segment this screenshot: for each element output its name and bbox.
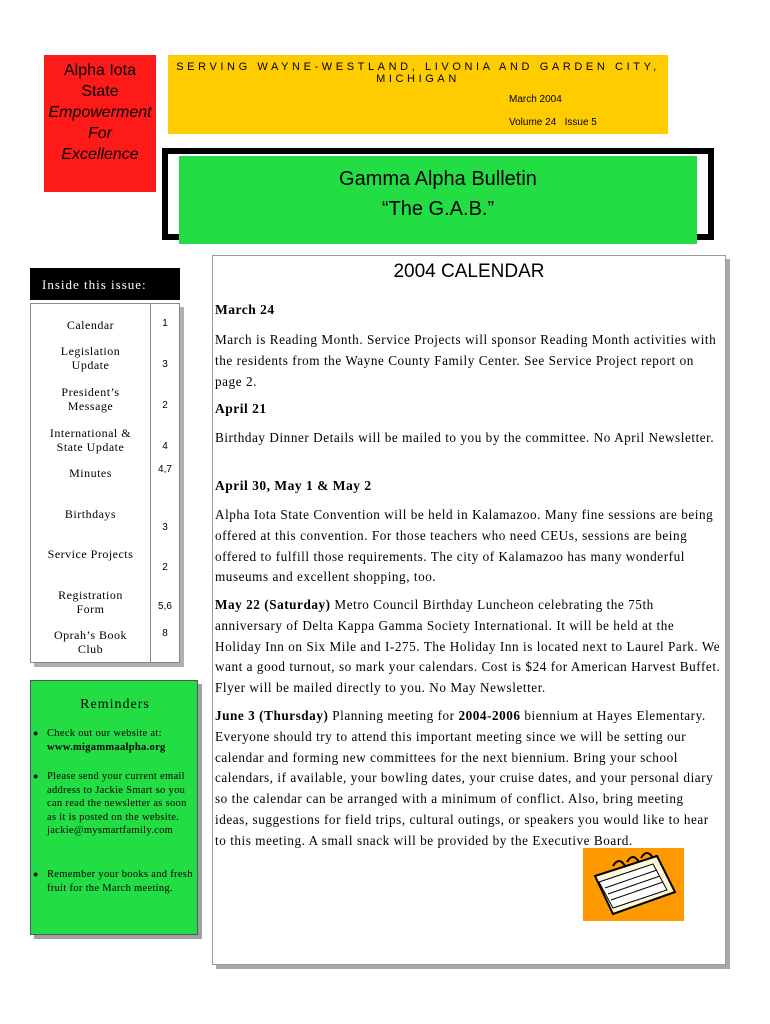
toc-label: President’s Message (61, 385, 120, 413)
volume-number: Volume 24 (509, 117, 557, 128)
bullet-dot-icon: ● (33, 869, 39, 879)
reminder-website-text: Check out our website at: (47, 728, 162, 739)
reminder-item (47, 727, 197, 754)
newsletter-title (179, 156, 697, 244)
event-text: Metro Council Birthday Luncheon celebrating the 75th anniversary of Delta Kappa Gamma Society International. It will be held at the Holiday Inn on Six Mile and I-275. The Holiday Inn is located next to Laurel Park. We want a good turnout, so mark your calendars. Cost is $24 for American Harvest Buffet. Flyer will be mailed directly to you. No May Newsletter. (215, 597, 721, 696)
event-heading: April 30, May 1 & May 2 (215, 478, 372, 493)
org-tagline-box (44, 55, 156, 192)
bullet-dot-icon: ● (33, 771, 39, 781)
motto-line2: For (88, 125, 112, 142)
toc-label: Calendar (66, 318, 115, 332)
toc-page: 2 (162, 400, 168, 411)
toc-page: 5,6 (158, 601, 172, 612)
toc-label: Oprah’s Book Club (54, 628, 127, 656)
toc-page: 3 (162, 359, 168, 370)
toc-page: 3 (162, 522, 168, 533)
issue-number: Issue 5 (564, 117, 597, 128)
reminders-title: Reminders (80, 697, 150, 712)
event-paragraph-may22 (215, 595, 721, 699)
motto-line3: Excellence (61, 146, 139, 163)
reminder-item: Please send your current email address to Jackie Smart so you can read the newsletter as soon as it is posted on the website. jackie@mysmartfamily.com (47, 771, 187, 836)
toc-label: Service Projects (47, 547, 134, 561)
event-text: Birthday Dinner Details will be mailed to you by the committee. No April Newsletter. (215, 430, 715, 445)
calendar-title: 2004 CALENDAR (393, 261, 545, 282)
event-heading: June 3 (Thursday) (215, 708, 329, 723)
toc-header: Inside this issue: (30, 268, 180, 300)
reminders-box (30, 680, 198, 935)
calendar-notebook-icon (583, 848, 684, 921)
table-of-contents (30, 303, 180, 663)
title-line1: Gamma Alpha Bulletin (339, 168, 537, 190)
toc-label: Minutes (69, 466, 112, 480)
event-text: biennium at Hayes Elementary. Everyone should try to attend this important meeting since we will be setting our calendar and forming new committees for the next biennium. Bring your school calendars, if available, your bowling dates, your cruise dates, and your personal diary so the calendar can be arranged with a minimum of conflict. Also, bring meeting ideas, suggestions for field trips, cultural outings, or speakers you would like to hear to this meeting. A small snack will be provided by the Executive Board. (215, 708, 714, 848)
event-text: Alpha Iota State Convention will be held in Kalamazoo. Many fine sessions are being offered at this convention. For those teachers who need CEUs, sessions are being offered to fulfill those requirements. The city of Kalamazoo has many wonderful museums and excellent shopping, too. (215, 507, 714, 585)
bullet-dot-icon: ● (33, 728, 39, 738)
toc-page: 2 (162, 562, 168, 573)
toc-label: Birthdays (64, 507, 117, 521)
toc-label: Legislation Update (60, 344, 121, 372)
toc-page: 1 (162, 318, 168, 329)
toc-page: 8 (162, 628, 168, 639)
event-text: Planning meeting for (328, 708, 459, 723)
biennium-years: 2004-2006 (458, 708, 521, 723)
notebook-clipart (583, 848, 684, 921)
event-text: March is Reading Month. Service Projects will sponsor Reading Month activities with the residents from the Wayne County Family Center. See Service Project report on page 2. (215, 332, 717, 389)
org-name-line2: State (81, 83, 119, 100)
event-paragraph-june3 (215, 706, 721, 852)
toc-page: 4 (162, 441, 168, 452)
event-heading: May 22 (Saturday) (215, 597, 331, 612)
issue-volume (509, 117, 597, 128)
toc-page: 4,7 (158, 464, 172, 475)
org-name-line1: Alpha Iota (63, 62, 137, 79)
issue-date: March 2004 (509, 94, 562, 105)
motto-line1: Empowerment (48, 104, 152, 121)
header-banner (168, 55, 668, 134)
title-line2: “The G.A.B.” (381, 198, 495, 220)
serving-area-text: SERVING WAYNE-WESTLAND, LIVONIA AND GARDEN CITY, MICHIGAN (176, 61, 660, 85)
toc-label: International & State Update (49, 426, 132, 454)
event-heading: April 21 (215, 401, 267, 416)
website-link[interactable]: www.migammaalpha.org (47, 741, 166, 753)
reminder-item: Remember your books and fresh fruit for the March meeting. (47, 869, 193, 894)
event-heading: March 24 (215, 302, 275, 317)
toc-label: Registration Form (58, 588, 123, 616)
